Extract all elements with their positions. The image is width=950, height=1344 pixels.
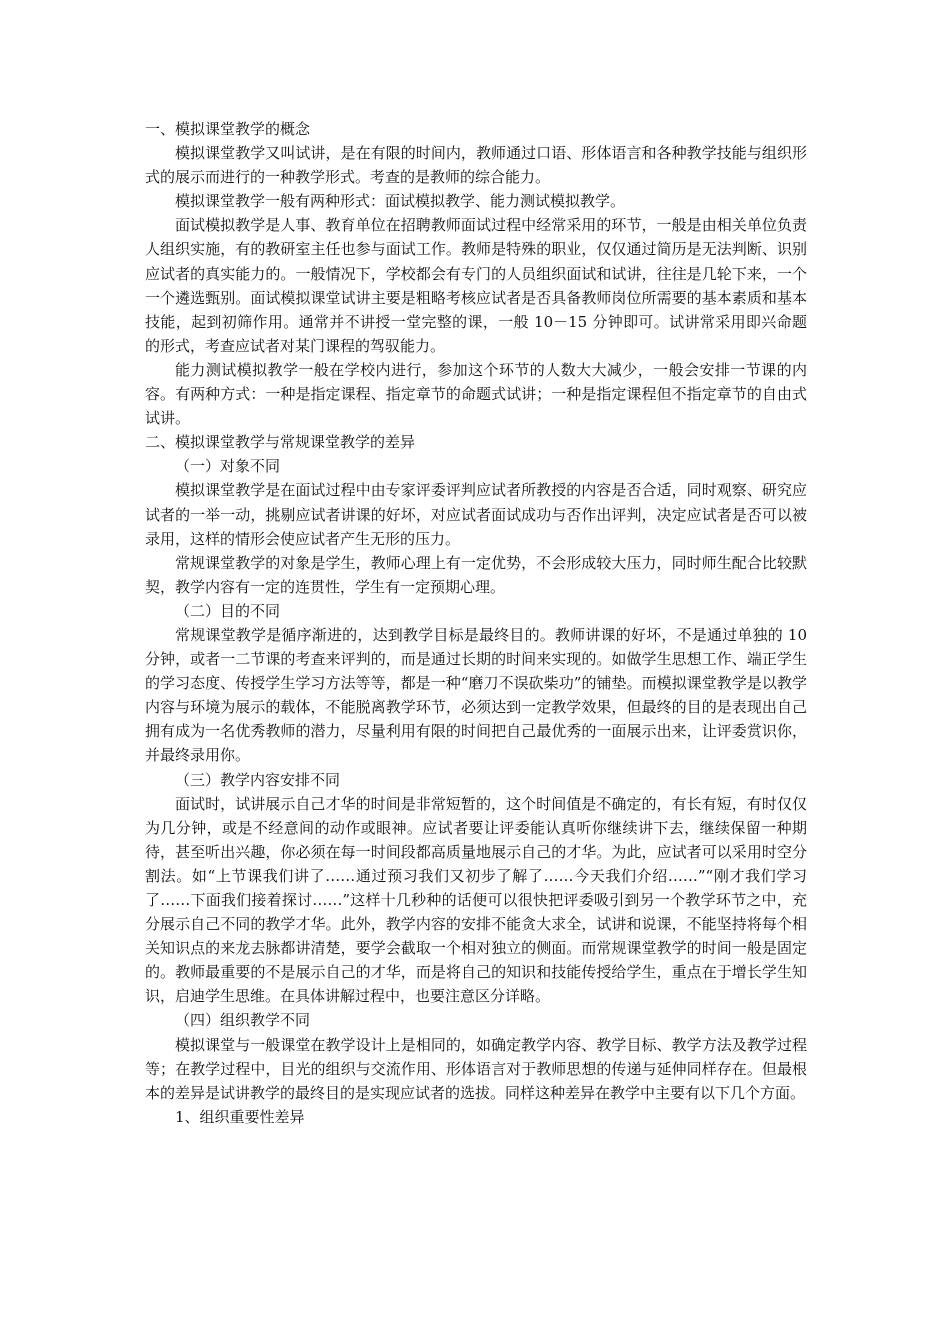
subsection-heading: （四）组织教学不同 — [175, 1011, 311, 1030]
document-body — [145, 117, 807, 1129]
section-heading-2: 二、模拟课堂教学与常规课堂教学的差异 — [145, 433, 416, 452]
paragraph: 面试时，试讲展示自己才华的时间是非常短暂的，这个时间值是不确定的，有长有短，有时仅仅为几分钟，或是不经意间的动作或眼神。应试者要让评委能认真听你继续讲下去，继续保留一种期待，甚至听出兴趣，你必须在每一时间段都高质量地展示自己的才华。为此，应试者可以采用时空分割法。如“上节课我们讲了……通过预习我们又初步了解了……今天我们介绍……”“刚才我们学习了……下面我们接着探讨……”这样十几秒种的话便可以很快把评委吸引到另一个教学环节之中，充分展示自己不同的教学才华。此外，教学内容的安排不能贪大求全，试讲和说课，不能坚持将每个相关知识点的来龙去脉都讲清楚，要学会截取一个相对独立的侧面。而常规课堂教学的时间一般是固定的。教师最重要的不是展示自己的才华，而是将自己的知识和技能传授给学生，重点在于增长学生知识，启迪学生思维。在具体讲解过程中，也要注意区分详略。 — [145, 794, 807, 1006]
paragraph: 常规课堂教学是循序渐进的，达到教学目标是最终目的。教师讲课的好坏，不是通过单独的 10 分钟，或者一二节课的考查来评判的，而是通过长期的时间来实现的。如做学生思想工作、端正学生的学习态度、传授学生学习方法等等，都是一种“磨刀不误砍柴功”的铺垫。而模拟课堂教学是以教学内容与环境为展示的载体，不能脱离教学环节，必须达到一定教学效果，但最终的目的是表现出自己拥有成为一名优秀教师的潜力，尽量利用有限的时间把自己最优秀的一面展示出来，让评委赏识你，并最终录用你。 — [145, 625, 807, 765]
subsection-heading: （三）教学内容安排不同 — [175, 770, 341, 789]
paragraph: 能力测试模拟教学一般在学校内进行，参加这个环节的人数大大减少，一般会安排一节课的内容。有两种方式：一种是指定课程、指定章节的命题式试讲；一种是指定课程但不指定章节的自由式试讲。 — [145, 360, 807, 428]
subsection-heading: （一）对象不同 — [175, 457, 281, 476]
paragraph: 模拟课堂教学又叫试讲，是在有限的时间内，教师通过口语、形体语言和各种教学技能与组织形式的展示而进行的一种教学形式。考查的是教师的综合能力。 — [145, 144, 807, 187]
paragraph: 模拟课堂教学一般有两种形式：面试模拟教学、能力测试模拟教学。 — [175, 192, 626, 211]
paragraph: 模拟课堂教学是在面试过程中由专家评委评判应试者所教授的内容是否合适，同时观察、研究应试者的一举一动，挑剔应试者讲课的好坏，对应试者面试成功与否作出评判，决定应试者是否可以被录用，这样的情形会使应试者产生无形的压力。 — [145, 481, 807, 548]
paragraph: 面试模拟教学是人事、教育单位在招聘教师面试过程中经常采用的环节，一般是由相关单位负责人组织实施，有的教研室主任也参与面试工作。教师是特殊的职业，仅仅通过简历是无法判断、识别应试者的真实能力的。一般情况下，学校都会有专门的人员组织面试和试讲，往往是几轮下来，一个一个遴选甄别。面试模拟课堂试讲主要是粗略考核应试者是否具备教师岗位所需要的基本素质和基本技能，起到初筛作用。通常并不讲授一堂完整的课，一般 10－15 分钟即可。试讲常采用即兴命题的形式，考查应试者对某门课程的驾驭能力。 — [145, 216, 807, 355]
paragraph: 常规课堂教学的对象是学生，教师心理上有一定优势，不会形成较大压力，同时师生配合比较默契，教学内容有一定的连贯性，学生有一定预期心理。 — [145, 553, 807, 596]
section-heading-1: 一、模拟课堂教学的概念 — [145, 120, 311, 138]
paragraph: 模拟课堂与一般课堂在教学设计上是相同的，如确定教学内容、教学目标、教学方法及教学过程等；在教学过程中，目光的组织与交流作用、形体语言对于教师思想的传递与延伸同样存在。但最根本的差异是试讲教学的最终目的是实现应试者的选拔。同样这种差异在教学中主要有以下几个方面。 — [145, 1035, 807, 1102]
subsection-heading: （二）目的不同 — [175, 601, 281, 620]
list-heading: 1、组织重要性差异 — [175, 1107, 305, 1126]
